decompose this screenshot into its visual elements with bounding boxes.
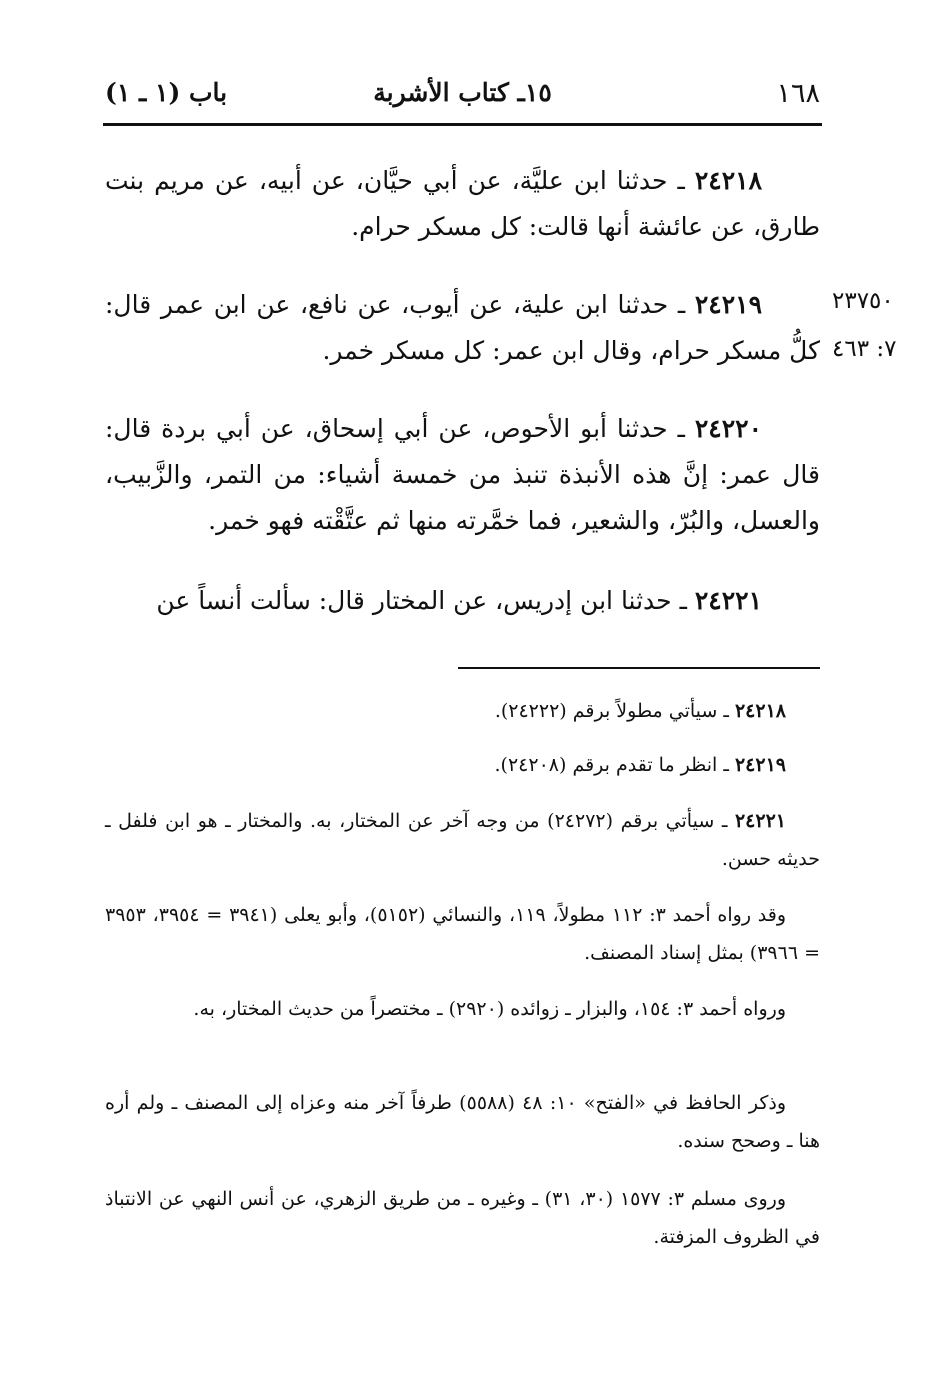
hadith-24220	[105, 406, 820, 544]
footnote-paragraph	[105, 896, 820, 972]
hadith-text: ـ حدثنا ابن إدريس، عن المختار قال: سألت أنساً عن	[156, 586, 695, 615]
hadith-number: ٢٤٢٢٠	[694, 414, 762, 443]
footnote-separator	[458, 667, 820, 669]
hadith-text: ـ حدثنا ابن علية، عن أيوب، عن نافع، عن ابن عمر قال: كلُّ مسكر حرام، وقال ابن عمر: كل مسكر خمر.	[105, 290, 820, 365]
hadith-number: ٢٤٢١٩	[694, 290, 762, 319]
header-rule	[103, 123, 822, 126]
footnote-paragraph	[105, 1084, 820, 1160]
footnote-24219	[105, 746, 820, 784]
hadith-24219	[105, 282, 820, 374]
footnote-24218	[105, 692, 820, 730]
footnote-number: ٢٤٢١٩	[734, 754, 786, 776]
footnote-text: ـ سيأتي برقم (٢٤٢٧٢) من وجه آخر عن المختار، به. والمختار ـ هو ابن فلفل ـ حديثه حسن.	[105, 810, 820, 870]
footnote-24221	[105, 802, 820, 878]
footnote-text: ـ سيأتي مطولاً برقم (٢٤٢٢٢).	[494, 700, 735, 722]
running-header	[105, 78, 820, 118]
hadith-text: ـ حدثنا أبو الأحوص، عن أبي إسحاق، عن أبي بردة قال: قال عمر: إنَّ هذه الأنبذة تنبذ من خمسة أشياء: من التمر، والزَّبيب، والعسل، والبُرّ، والشعير، فما خمَّرته منها ثم عتَّقْته فهو خمر.	[105, 414, 820, 535]
footnote-text: ـ انظر ما تقدم برقم (٢٤٢٠٨).	[494, 754, 735, 776]
hadith-text: ـ حدثنا ابن عليَّة، عن أبي حيَّان، عن أبيه، عن مريم بنت طارق، عن عائشة أنها قالت: كل مسكر حرام.	[105, 166, 820, 241]
margin-cross-reference: ٢٣٧٥٠	[832, 288, 894, 314]
footnote-number: ٢٤٢١٨	[734, 700, 786, 722]
footnote-paragraph	[105, 990, 820, 1028]
hadith-number: ٢٤٢١٨	[694, 166, 762, 195]
footnote-text: وقد رواه أحمد ٣: ١١٢ مطولاً، ١١٩، والنسائي (٥١٥٢)، وأبو يعلى (٣٩٤١ = ٣٩٥٤، ٣٩٥٣ = ٣٩٦٦) بمثل إسناد المصنف.	[105, 904, 820, 964]
footnote-text: ورواه أحمد ٣: ١٥٤، والبزار ـ زوائده (٢٩٢٠) ـ مختصراً من حديث المختار، به.	[193, 998, 786, 1020]
chapter-label: باب (١ ـ ١)	[105, 78, 228, 107]
footnote-text: وذكر الحافظ في «الفتح» ١٠: ٤٨ (٥٥٨٨) طرفاً آخر منه وعزاه إلى المصنف ـ ولم أره هنا ـ وصحح سنده.	[105, 1092, 820, 1152]
margin-volume-page: ٧: ٤٦٣	[832, 336, 897, 362]
footnote-paragraph	[105, 1180, 820, 1256]
footnote-text: وروى مسلم ٣: ١٥٧٧ (٣٠، ٣١) ـ وغيره ـ من طريق الزهري، عن أنس النهي عن الانتباذ في الظروف المزفتة.	[105, 1188, 820, 1248]
hadith-24221	[105, 578, 820, 624]
hadith-24218	[105, 158, 820, 250]
page-number: ١٦٨	[776, 78, 820, 109]
book-title: ١٥ـ كتاب الأشربة	[373, 78, 552, 107]
footnote-number: ٢٤٢٢١	[734, 810, 786, 832]
hadith-number: ٢٤٢٢١	[694, 586, 762, 615]
